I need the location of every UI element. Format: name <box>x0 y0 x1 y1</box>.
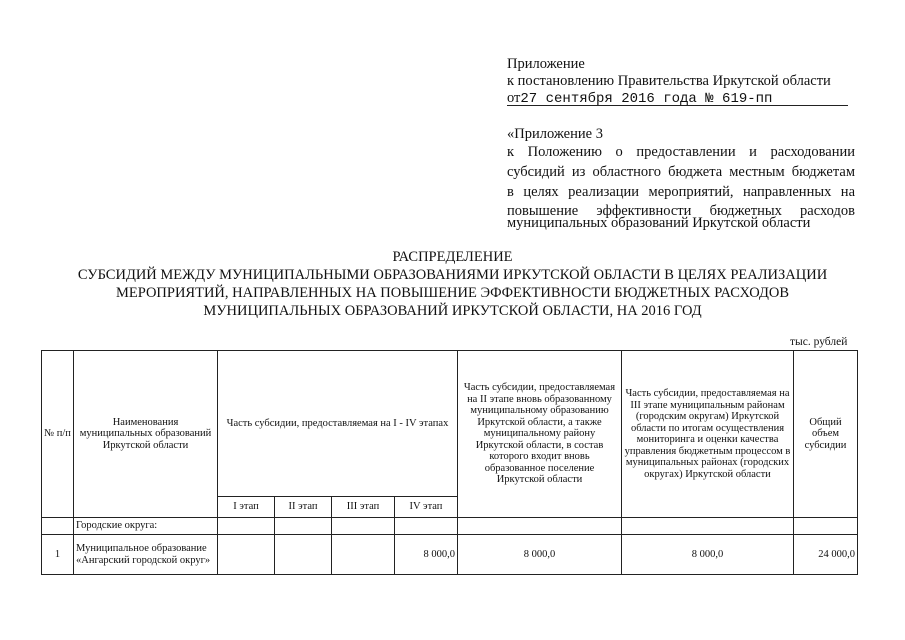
row-part-ii: 8 000,0 <box>458 535 622 575</box>
annex-date-prefix: от <box>507 90 521 106</box>
doc-title-line-3: МЕРОПРИЯТИЙ, НАПРАВЛЕННЫХ НА ПОВЫШЕНИЕ ЭФФЕКТИВНОСТИ БЮДЖЕТНЫХ РАСХОДОВ <box>115 285 790 301</box>
header-stage-1: I этап <box>218 497 275 518</box>
row-stage-2 <box>275 535 332 575</box>
annex3-line-3: в целях реализации мероприятий, направленных на <box>507 184 855 200</box>
doc-title-line-1: РАСПРЕДЕЛЕНИЕ <box>392 249 513 265</box>
header-part-i-iv: Часть субсидии, предоставляемая на I - IV этапах <box>218 351 458 497</box>
header-part-iii: Часть субсидии, предоставляемая на III этапе муниципальным районам (городским округам) Иркутской области по итогам осуществления мониторинга и оценки качества управления бюджетным процессом в муниципальных районах (городских округах) Иркутской области <box>622 351 794 518</box>
row-stage-1 <box>218 535 275 575</box>
header-stage-2: II этап <box>275 497 332 518</box>
doc-title-line-4: МУНИЦИПАЛЬНЫХ ОБРАЗОВАНИЙ ИРКУТСКОЙ ОБЛАСТИ, НА 2016 ГОД <box>203 303 702 319</box>
subsidy-table <box>41 350 858 575</box>
date-underline <box>507 105 848 106</box>
row-total: 24 000,0 <box>794 535 858 575</box>
header-part-ii: Часть субсидии, предоставляемая на II этапе вновь образованному муниципальному образованию Иркутской области, а также муниципальному району Иркутской области, в состав которого входит вновь образованное поселение Иркутской области <box>458 351 622 518</box>
section-label: Городские округа: <box>74 518 218 535</box>
annex3-line-4: повышение эффективности бюджетных расходов <box>507 203 855 219</box>
row-num: 1 <box>42 535 74 575</box>
header-num: № п/п <box>42 351 74 518</box>
annex-reference: к постановлению Правительства Иркутской области <box>507 73 831 89</box>
annex3-title: «Приложение 3 <box>507 126 603 142</box>
row-part-iii: 8 000,0 <box>622 535 794 575</box>
header-stage-3: III этап <box>332 497 395 518</box>
annex-label: Приложение <box>507 56 585 72</box>
table-header-row <box>42 351 858 497</box>
table-row <box>42 535 858 575</box>
row-stage-4: 8 000,0 <box>395 535 458 575</box>
row-name: Муниципальное образование «Ангарский городской округ» <box>74 535 218 575</box>
row-stage-3 <box>332 535 395 575</box>
header-name: Наименования муниципальных образований Иркутской области <box>74 351 218 518</box>
doc-title-line-2: СУБСИДИЙ МЕЖДУ МУНИЦИПАЛЬНЫМИ ОБРАЗОВАНИЯМИ ИРКУТСКОЙ ОБЛАСТИ В ЦЕЛЯХ РЕАЛИЗАЦИИ <box>77 267 828 283</box>
header-total: Общий объем субсидии <box>794 351 858 518</box>
annex3-line-2: субсидий из областного бюджета местным бюджетам <box>507 164 855 180</box>
annex-date-value: 27 сентября 2016 года № 619-пп <box>520 91 773 107</box>
annex3-line-5: муниципальных образований Иркутской области <box>507 215 811 231</box>
section-row <box>42 518 858 535</box>
units-label: тыс. рублей <box>790 336 848 348</box>
header-stage-4: IV этап <box>395 497 458 518</box>
annex3-line-1: к Положению о предоставлении и расходовании <box>507 144 855 160</box>
